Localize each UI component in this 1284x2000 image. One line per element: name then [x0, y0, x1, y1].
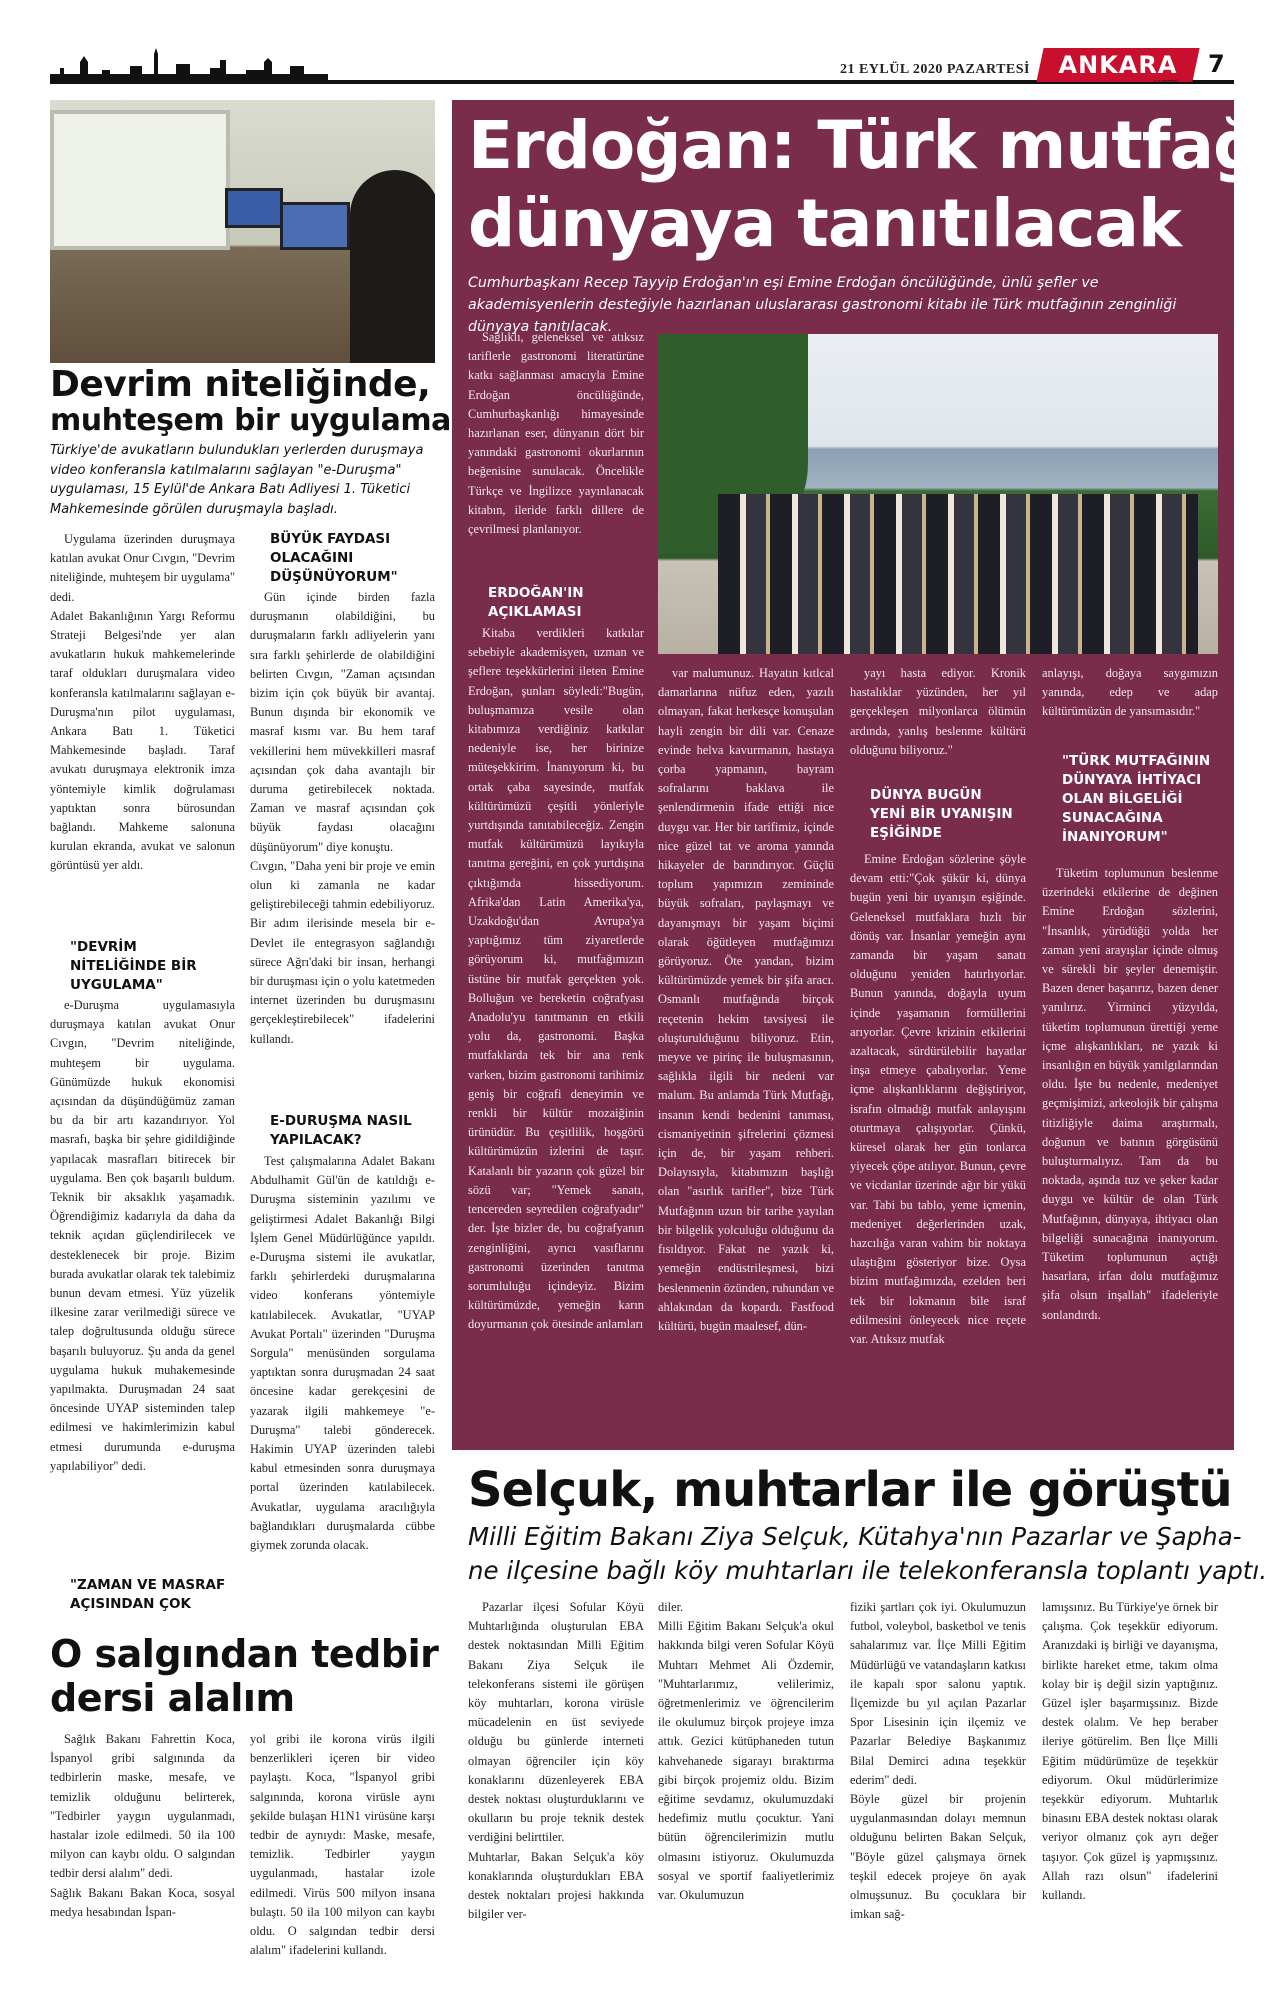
selcuk-deck-2: ne ilçesine bağlı köy muhtarları ile telekonferansla toplantı yaptı.	[468, 1556, 1267, 1585]
erdogan-col4b-text: Tüketim toplumunun beslenme üzerindeki etkilerine de değinen Emine Erdoğan sözlerini, "İnsanlık, yürüdüğü yolda her zaman yeni arayışlar içinde olmuş ve sürekli bir şeyler denemiştir. Bazen dener başarırız, bazen dener yanılırız. Yirminci yüzyılda, tüketim toplumunun ürettiği yeme içme alışkanlıkları, ne yazık ki insanlığın en büyük yanılgılarından oldu. İşte bu nedenle, medeniyet geçmişimizi, arkeolojik bir çalışma titizliğiyle daima araştırmalı, doğunun ve batının görgüsünü buluşturmalıyız. Tam da bu noktada, aşında tuz ve şeker kadar duygu ve kültür de olan Türk Mutfağının, dünyaya, ihtiyacı olan bilgeliği sunacağına inanıyorum. Tüketim toplumunun açtığı hasarlara, irfan dolu mutfağımız şifa olsun inşallah" ifadeleriyle sonlandırdı.	[1042, 866, 1218, 1322]
page-number: 7	[1208, 50, 1225, 78]
monitor-shape	[225, 188, 283, 228]
left-subhead-4: E-DURUŞMA NASIL YAPILACAK?	[270, 1113, 412, 1148]
selcuk-col3-text: fiziki şartları çok iyi. Okulumuzun futbol, voleybol, basketbol ve tenis sahalarımız var. İlçe Milli Eğitim Müdürlüğü ve vatandaşların katkısı ile kapalı spor salonu yaptık. İlçemizde bu yıl açılan Pazarlar Spor Lisesinin için ilçemiz ve Pazarlar Belediye Başkanımız Bilal Demirci adına teşekkür ederim" dedi. Böyle güzel bir projenin uygulanmasından dolayı memnun olduğunu belirten Bakan Selçuk, "Böyle güzel çalışmaya örnek teşkil edecek projeye ön ayak olmuşsunuz. Bu çocuklara bir imkan sağ-	[850, 1600, 1026, 1922]
salgin-headline-1: O salgından tedbir	[50, 1632, 439, 1676]
left-headline-1: Devrim niteliğinde,	[50, 364, 431, 405]
window-shape	[50, 110, 230, 250]
left-col1b-text: e-Duruşma uygulamasıyla duruşmaya katılan avukat Onur Cıvgın, "Devrim niteliğinde, muhteşem bir uygulama. Günümüzde hukuk ekonomisi açısından da düşündüğümüz zaman bu da bir artı kazandırıyor. Yol masrafı, başka bir şehre gidildiğinde yapılacak masrafları bitirecek bir uygulama. Ben çok başarılı buldum. Teknik bir aksaklık yaşamadık. Öğrendiğimiz kadarıyla da daha da teknik açıdan güçlendirilecek ve desteklenecek bir proje. Bizim burada avukatlar olarak tek talebimiz bunun devam etmesi. Yüz yüzelik ilkesine zarar verilmediği sürece ve talep doğrultusunda olduğu sürece başarılı buluyoruz. Şu anda da genel uygulama hukuk muhakemesinde yapılmakta. Duruşmadan 24 saat öncesinde UYAP sisteminden talep edilmesi ve hakimlerimizin kabul etmesi durumunda e-duruşma yapılabiliyor" dedi.	[50, 998, 235, 1473]
left-subhead-3: BÜYÜK FAYDASI OLACAĞINI DÜŞÜNÜYORUM"	[270, 531, 398, 585]
erdogan-headline-2: dünyaya tanıtılacak	[468, 185, 1181, 262]
city-skyline-graphic	[50, 48, 328, 84]
selcuk-deck-1: Milli Eğitim Bakanı Ziya Selçuk, Kütahya'nın Pazarlar ve Şapha-	[468, 1522, 1242, 1551]
erdogan-col3b-text: Emine Erdoğan sözlerine şöyle devam etti:"Çok şükür ki, dünya bugün yeni bir uyanışın eşiğinde. Geleneksel mutfaklara hızlı bir dönüş var. İnsanlar yemeğin aynı zamanda bir yaşam sanatı olduğunu yeniden hatırlıyorlar. Bunun yanında, doğayla uyum içinde yaşamanın formüllerini arıyorlar. Çevre krizinin etkilerini azaltacak, sürdürülebilir hayatlar inşa etmeye çabalıyorlar. Yeme içme alışkanlıklarını değiştiriyor, israfın olmadığı mutfak anlayışını oturtmaya çalışıyorlar. Çünkü, küresel olarak her gün tonlarca yiyecek çöpe atılıyor. Bunun, çevre ve vicdanlar üzerinde ağır bir yükü var. Tabi bu tablo, yeme içmenin, medeniyet değerlerinden uzak, hazcılığa varan vahim bir noktaya ulaştığını gösteriyor bize. Oysa bizim mutfağımızda, ezelden beri tek bir lokmanın bile israf edilmesini önleyecek nice reçete var. Atıksız mutfak	[850, 852, 1026, 1347]
selcuk-col1-text: Pazarlar ilçesi Sofular Köyü Muhtarlığında oluşturulan EBA destek noktasından Milli Eğitim Bakanı Ziya Selçuk ile telekonferans sistemi ile görüşen köy muhtarları, korona virüsle mücadelenin en üst seviyede olduğu bu günlerde interneti olmayan öğrenciler için köy konaklarını düzenleyerek EBA destek noktası oluşturduklarını ve okulların bu proje teknik destek verdiğini belirttiler. Muhtarlar, Bakan Selçuk'a köy konaklarında oluşturdukları EBA destek noktaları projesi hakkında bilgiler ver-	[468, 1600, 644, 1922]
erdogan-col2-text: var malumunuz. Hayatın kıtlcal damarlarına nüfuz eden, yazılı olmayan, fakat herkesçe konuşulan hayli zengin bir dili var. Cenaze evinde helva kavurmanın, hastaya çorba yapmanın, bayram sofralarını baklava ile şenlendirmenin ifade ettiği nice duygu var. Her bir tarifimiz, içinde nice güzel tat ve aroma yanında hikayeler de barındırıyor. Güçlü toplum yapımızın zemininde büyük sofraları, paylaşmayı ve dayanışmayı bir yaşam biçimi olarak öğütleyen mutfağımızı görüyoruz. Öte yandan, bizim kültürümüzde yemek bir şifa aracı. Osmanlı mutfağında birçok reçetenin hekim tavsiyesi ile oluşturulduğunu biliyoruz. Etin, meyve ve pirinç ile buluşmasının, sağlıkla ilgili bir nedeni var malum. Bu anlamda Türk Mutfağı, insanın kendi bedenini tanıması, cismaniyetinin şifrelerini çözmesi için de, bir yaşam rehberi. Dolayısıyla, kitabımızın başlığı olan "asırlık tarifler", bize Türk Mutfağının uzun bir tarihe yayılan bir bilgelik yolculuğu olduğunu da fısıldıyor. Fakat ne yazık ki, yemeğin endüstrileşmesi, bizi beslenmenin özünden, ruhundan ve ahlakından da kopardı. Fastfood kültürü, bugün maalesef, dün-	[658, 666, 834, 1333]
person-silhouette	[350, 170, 435, 363]
erdogan-col4-text: anlayışı, doğaya saygımızın yanında, edep ve adap kültürümüzün de yansımasıdır."	[1042, 666, 1218, 719]
left-subhead-2: "ZAMAN VE MASRAF AÇISINDAN ÇOK	[70, 1577, 226, 1612]
left-subhead-1: "DEVRİM NİTELİĞİNDE BİR UYGULAMA"	[70, 939, 197, 993]
header-date: 21 EYLÜL 2020 PAZARTESİ	[839, 62, 1030, 77]
erdogan-deck: Cumhurbaşkanı Recep Tayyip Erdoğan'ın eşi Emine Erdoğan öncülüğünde, ünlü şefler ve akademisyenlerin desteğiyle hazırlanan uluslararası gastronomi kitabı ile Türk mutfağının zenginliği dünyaya tanıtılacak.	[468, 275, 1177, 335]
group-photo	[658, 334, 1218, 654]
erdogan-subhead-2: DÜNYA BUGÜN YENİ BİR UYANIŞIN EŞİĞİNDE	[870, 787, 1013, 841]
logo-text: ANKARA	[1058, 51, 1178, 79]
left-col2b-text: Test çalışmalarına Adalet Bakanı Abdulhamit Gül'ün de katıldığı e-Duruşma sisteminin yazılımı ve geliştirmesi Adalet Bakanlığı Bilgi İşlem Genel Müdürlüğünce yapıldı. e-Duruşma sistemi ile avukatlar, farklı şehirlerdeki duruşmalarına video konferans yöntemiyle katılabilecek. Avukatlar, "UYAP Avukat Portalı" üzerinden "Duruşma Sorgula" menüsünden sorgulama yaptıktan sonra duruşmadan 24 saat öncesine kadar gerekçesini de yazarak ilgili mahkemeye "e-Duruşma" talebi gönderecek. Hakimin UYAP üzerinden talebi kabul etmesinden sonra duruşmaya portal üzerinden katılabilecek. Avukatlar, uygulama aracılığıyla bağlandıkları duruşmalarda cübbe giymek zorunda olacak.	[250, 1154, 435, 1553]
left-deck: Türkiye'de avukatların bulundukları yerlerden duruşmaya video konferansla katılmalarını sağlayan "e-Duruşma" uygulaması, 15 Eylül'de Ankara Batı Adliyesi 1. Tüketici Mahkemesinde görülen duruşmayla başladı.	[50, 443, 424, 517]
salgin-col1-text: Sağlık Bakanı Fahrettin Koca, İspanyol gribi salgınında da tedbirlerin maske, mesafe, ve temizlik olduğunu belirterek, "Tedbirler yaygın uygulanmadı, hastalar izole edilmedi. 50 ila 100 milyon can kaybı oldu. O salgından tedbir dersi alalım" dedi. Sağlık Bakanı Bakan Koca, sosyal medya hesabından İspan-	[50, 1732, 235, 1919]
selcuk-headline: Selçuk, muhtarlar ile görüştü	[468, 1462, 1232, 1518]
left-col1-text: Uygulama üzerinden duruşmaya katılan avukat Onur Cıvgın, "Devrim niteliğinde, muhteşem bir uygulama" dedi. Adalet Bakanlığının Yargı Reformu Strateji Belgesi'nde yer alan avukatların hukuk mahkemelerinde taraf oldukları duruşmalara video konferansla katılmalarını sağlayan e-Duruşma'nın pilot uygulaması, Ankara Batı 1. Tüketici Mahkemesinde başladı. Taraf avukatı duruşmaya elektronik imza yöntemiyle kimlik doğrulaması yaptıktan sonra bürosundan bağlandı. Mahkeme salonuna kurulan ekranda, avukat ve salonun görüntüsü yer aldı.	[50, 532, 235, 873]
erdogan-col3-text: yayı hasta ediyor. Kronik hastalıklar yüzünden, her yıl gerçekleşen milyonlarca ölümün ardında, yanlış beslenme kültürü olduğunu biliyoruz."	[850, 666, 1026, 757]
newspaper-logo	[1036, 48, 1199, 82]
erdogan-col1-text: Sağlıklı, geleneksel ve atıksız tariflerle gastronomi literatürüne katkı sağlanması amacıyla Emine Erdoğan öncülüğünde, Cumhurbaşkanlığı himayesinde hazırlanan eser, dünyanın dört bir yanındaki gastronomi okurlarının beğenisine sunulacak. Öncelikle Türkçe ve İngilizce yayınlanacak kitabın, ileride farklı dillere de çevrilmesi planlanıyor.	[468, 330, 644, 537]
people-group	[718, 494, 1198, 654]
erdogan-subhead-3: "TÜRK MUTFAĞININ DÜNYAYA İHTİYACI OLAN BİLGELİĞİ SUNACAĞINA İNANIYORUM"	[1062, 753, 1211, 845]
erdogan-subhead-1: ERDOĞAN'IN AÇIKLAMASI	[488, 585, 584, 620]
logo-subtext: GAZETESİ	[1154, 80, 1179, 86]
selcuk-col2-text: diler. Milli Eğitim Bakanı Selçuk'a okul hakkında bilgi veren Sofular Köyü Muhtarı Mehmet Ali Özdemir, "Muhtarlarımız, velilerimiz, öğretmenlerimiz ve öğrencilerim ile okulumuz birçok projeye imza attık. Gezici kütüphaneden tutun kahvehanede sigarayı bıraktırma gibi birçok projemiz oldu. Bizim eğitime sevdamız, okulumuzdaki hedefimiz mutlu çocuktur. Yani bütün öğrencilerimizin mutlu olmasını istiyoruz. Okulumuzda sosyal ve sportif faaliyetlerimiz var. Okulumuzun	[658, 1600, 834, 1903]
courtroom-photo	[50, 100, 435, 363]
monitor-shape	[280, 202, 350, 250]
erdogan-col1b-text: Kitaba verdikleri katkılar sebebiyle akademisyen, uzman ve şeflere teşekkürlerini ileten Emine Erdoğan, şunları söyledi:"Bugün, buluşmamıza vesile olan kitabımıza verdiğiniz katkılar nedeniyle ise, her birinize müteşekkirim. İnanıyorum ki, bu ortak çaba sayesinde, mutfak kültürümüzü çeşitli yönleriyle yurtdışında tanıtabileceğiz. Zengin mutfak kültürümüzü layıkıyla tanıtma gereğini, en çok yurtdışına çıktığımda hissediyorum. Afrika'dan Latin Amerika'ya, Uzakdoğu'dan Avrupa'ya yaptığımız tüm ziyaretlerde görüyorum ki, mutfağımızın üstüne bir mutfak gerçekten yok. Bolluğun ve bereketin coğrafyası Anadolu'yu tanıtmanın en etkili yolu da, gastronomi. Başka mutfaklarda tek bir ana renk varken, bizim gastronomi tarihimiz geniş bir coğrafi deneyimin ve renkli bir kültür mozaiğinin ürünüdür. Bu çeşitlilik, hoşgörü kültürümüzün izlerini de taşır. Katalanlı bir yazarın çok güzel bir sözü var; "Yemek sanatı, tencereden seyredilen coğrafyadır" der. İşte bizler de, bu coğrafyanın zenginliğini, ayrıcı vasıflarını gastronomi üzerinden tanıtma sorumluluğu içindeyiz. Bizim kültürümüzde, yemeğin karın doyurmanın çok ötesinde anlamları	[468, 626, 644, 1332]
salgin-headline-2: dersi alalım	[50, 1676, 295, 1720]
left-col2-text: Gün içinde birden fazla duruşmanın olabildiğini, bu duruşmaların farklı adliyelerin yanı sıra farklı şehirlerde de olabildiğini belirten Cıvgın, "Zaman açısından bizim için çok büyük bir avantaj. Bunun dışında bir ekonomik ve masraf kısmı var. Bu hem taraf vekillerini hem müvekkilleri masraf açısından çok daha avantajlı bir duruma getirebilecek noktada. Zaman ve masraf açısından çok büyük faydası olacağını düşünüyorum" diye konuştu. Cıvgın, "Daha yeni bir proje ve emin olun ki zamanla ne kadar geliştirebileceği tahmin edebiliyoruz. Bir adım ilerisinde mesela bir e-Devlet ile entegrasyon sağlandığı sürece Ağrı'daki bir insan, herhangi bir duruşması için o yolu katetmeden internet üzerinden bu duruşmasını gerçekleştirebilecek" ifadelerini kullandı.	[250, 590, 435, 1046]
selcuk-col4-text: lamışsınız. Bu Türkiye'ye örnek bir çalışma. Çok teşekkür ediyorum. Aranızdaki iş birliği ve dayanışma, birlikte hareket etme, takım olma kolay bir iş değil sizin yaptığınız. Güzel işler başarmışsınız. Bizde destek olalım. Ve hep beraber ileriye götürelim. Ben İlçe Milli Eğitim müdürümüze de teşekkür ediyorum. Okul müdürlerimize teşekkür ediyorum. Muhtarlık binasını EBA destek noktası olarak veriyor olmanız çok ayrı değer taşıyor. Çok güzel iş yapmışsınız. Allah razı olsun" ifadelerini kullandı.	[1042, 1600, 1218, 1903]
erdogan-headline-1: Erdoğan: Türk mutfağı	[468, 107, 1281, 184]
left-headline-2: muhteşem bir uygulama	[50, 403, 451, 438]
salgin-col2-text: yol gribi ile korona virüs ilgili benzerlikleri içeren bir video paylaştı. Koca, "İspanyol gribi salgınında, korona virüsle aynı şekilde bulaşan H1N1 virüsüne karşı tedbir de aynıydı: Maske, mesafe, temizlik. Tedbirler yaygın uygulanmadı, hastalar izole edilmedi. Virüs 500 milyon insana bulaştı. 50 ila 100 milyon can kaybı oldu. O salgından tedbir dersi alalım" ifadelerini kullandı.	[250, 1732, 435, 1958]
